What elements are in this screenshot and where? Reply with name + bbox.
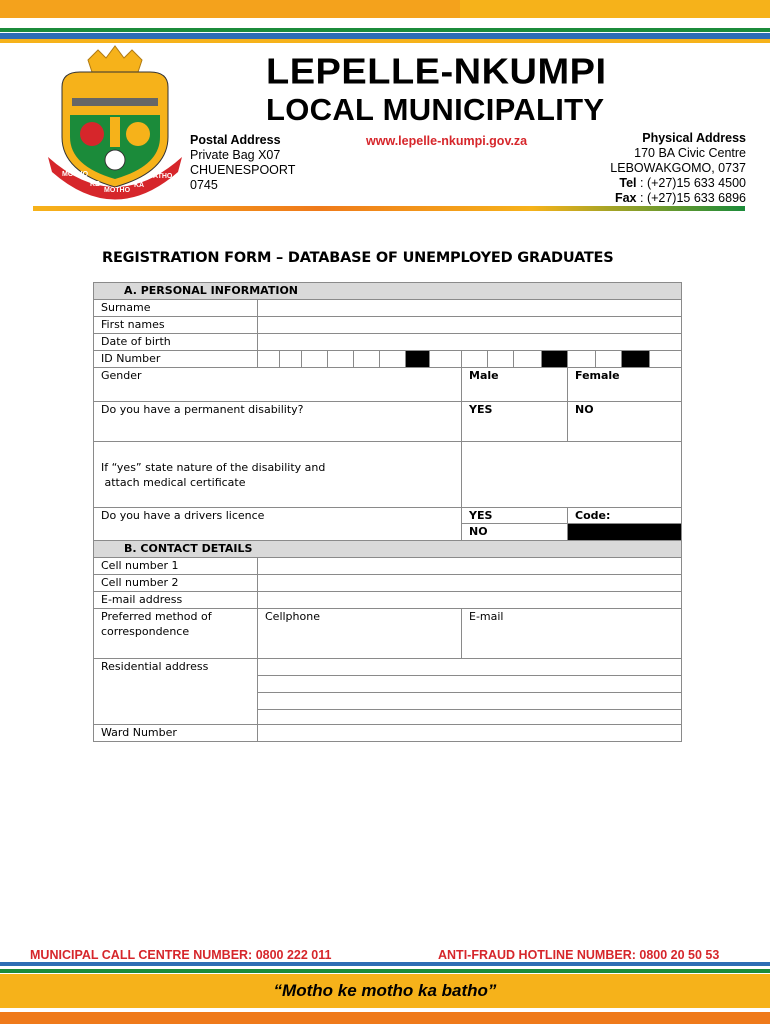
residential-address-label: Residential address [94, 659, 258, 725]
section-b-heading: B. CONTACT DETAILS [94, 541, 682, 558]
crest-motto-word-4: KA [134, 182, 145, 189]
id-digit-box[interactable] [328, 351, 354, 368]
disability-question: Do you have a permanent disability? [94, 402, 462, 442]
tel-label: Tel [619, 176, 637, 190]
org-name-line1: LEPELLE-NKUMPI [266, 52, 607, 92]
header-divider [33, 206, 745, 211]
licence-code-input[interactable] [568, 524, 682, 541]
section-a-heading: A. PERSONAL INFORMATION [94, 283, 682, 300]
org-name-line2: LOCAL MUNICIPALITY [266, 92, 605, 127]
preferred-method-line: Preferred method of [101, 610, 212, 623]
dob-input[interactable] [258, 334, 682, 351]
form-title: REGISTRATION FORM – DATABASE OF UNEMPLOYED GRADUATES [102, 250, 614, 266]
id-separator-box [622, 351, 650, 368]
municipal-crest [40, 42, 190, 202]
cell2-label: Cell number 2 [94, 575, 258, 592]
gender-label: Gender [94, 368, 462, 402]
id-digit-box[interactable] [596, 351, 622, 368]
fax-label: Fax [614, 191, 637, 205]
postal-address-title: Postal Address [190, 133, 281, 147]
disability-option-no[interactable]: NO [568, 402, 682, 442]
ward-number-input[interactable] [258, 725, 682, 742]
physical-address-title: Physical Address [642, 131, 746, 145]
id-digit-box[interactable] [258, 351, 280, 368]
tel-value: : (+27)15 633 4500 [640, 176, 746, 190]
id-digit-box[interactable] [568, 351, 596, 368]
id-separator-box [406, 351, 430, 368]
crest-motto-word-5: BATHO [148, 173, 173, 180]
postal-address-line: Private Bag X07 [190, 148, 281, 162]
licence-code-label: Code: [568, 508, 682, 524]
disability-detail-line: attach medical certificate [101, 475, 246, 489]
fax [610, 191, 746, 206]
dob-label: Date of birth [94, 334, 258, 351]
id-digit-box[interactable] [280, 351, 302, 368]
id-number-label: ID Number [94, 351, 258, 368]
crest-motto-word-2: KE [90, 181, 100, 188]
preferred-method-line: correspondence [101, 625, 190, 638]
licence-option-yes[interactable]: YES [462, 508, 568, 524]
id-separator-box [542, 351, 568, 368]
gender-option-male[interactable]: Male [462, 368, 568, 402]
physical-address [610, 131, 746, 206]
telephone [610, 176, 746, 191]
disability-detail-line: If “yes” state nature of the disability and [101, 460, 326, 474]
website-link[interactable]: www.lepelle-nkumpi.gov.za [366, 134, 528, 148]
call-centre-number: MUNICIPAL CALL CENTRE NUMBER: 0800 222 011 [30, 948, 332, 962]
surname-label: Surname [94, 300, 258, 317]
crest-motto-word-3: MOTHO [104, 187, 131, 194]
physical-address-line: LEBOWAKGOMO, 0737 [610, 161, 746, 175]
preferred-option-email[interactable]: E-mail [462, 609, 682, 659]
crest-motto-word-1: MOTHO [62, 171, 89, 178]
footer-motto: “Motho ke motho ka batho” [273, 981, 497, 1000]
id-digit-box[interactable] [302, 351, 328, 368]
disability-option-yes[interactable]: YES [462, 402, 568, 442]
id-digit-box[interactable] [380, 351, 406, 368]
registration-form [93, 282, 677, 742]
postal-address [190, 133, 295, 193]
id-digit-box[interactable] [430, 351, 462, 368]
licence-option-no[interactable]: NO [462, 524, 568, 541]
id-digit-box[interactable] [650, 351, 682, 368]
residential-address-line-input[interactable] [258, 676, 682, 693]
cell1-label: Cell number 1 [94, 558, 258, 575]
ward-number-label: Ward Number [94, 725, 258, 742]
id-digit-box[interactable] [354, 351, 380, 368]
first-names-label: First names [94, 317, 258, 334]
fax-value: : (+27)15 633 6896 [640, 191, 746, 205]
residential-address-line-input[interactable] [258, 693, 682, 710]
email-input[interactable] [258, 592, 682, 609]
residential-address-line-input[interactable] [258, 659, 682, 676]
preferred-option-cellphone[interactable]: Cellphone [258, 609, 462, 659]
physical-address-line: 170 BA Civic Centre [634, 146, 746, 160]
id-digit-box[interactable] [488, 351, 514, 368]
id-digit-box[interactable] [462, 351, 488, 368]
postal-address-line: 0745 [190, 178, 218, 192]
residential-address-line-input[interactable] [258, 710, 682, 725]
email-label: E-mail address [94, 592, 258, 609]
disability-detail-label [94, 442, 462, 508]
gender-option-female[interactable]: Female [568, 368, 682, 402]
anti-fraud-hotline: ANTI-FRAUD HOTLINE NUMBER: 0800 20 50 53 [438, 948, 720, 962]
surname-input[interactable] [258, 300, 682, 317]
preferred-method-label [94, 609, 258, 659]
disability-detail-input[interactable] [462, 442, 682, 508]
postal-address-line: CHUENESPOORT [190, 163, 296, 177]
first-names-input[interactable] [258, 317, 682, 334]
cell1-input[interactable] [258, 558, 682, 575]
id-digit-box[interactable] [514, 351, 542, 368]
licence-question: Do you have a drivers licence [94, 508, 462, 541]
cell2-input[interactable] [258, 575, 682, 592]
